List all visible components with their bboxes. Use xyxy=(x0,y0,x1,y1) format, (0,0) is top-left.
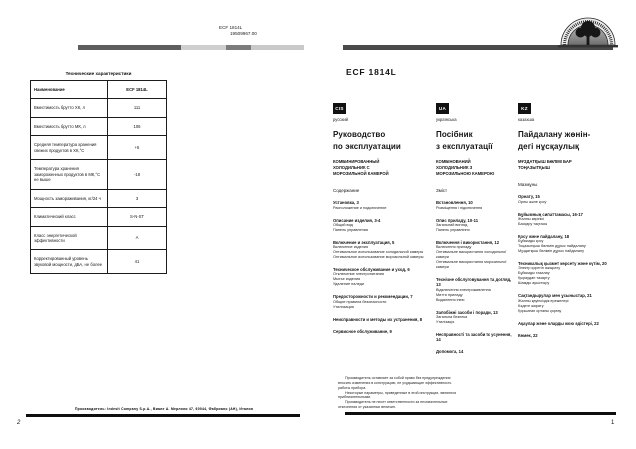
toc-entry-title: Бұйымның сипаттамасы, 16-17 xyxy=(518,211,583,217)
manual-title-line: дегі нұсқаулық xyxy=(518,142,580,152)
spec-label: Средняя температура хранения свежих продуктов в ХК,°С xyxy=(31,136,108,160)
toc-entry-title: Техникалық қызмет көрсету және күтім, 20 xyxy=(518,261,607,267)
toc-entry-title: Техническое обслуживание и уход, 6 xyxy=(333,267,410,273)
toc-entry-sub: Бұйымды тазалау xyxy=(518,271,550,276)
toc-item xyxy=(436,200,512,210)
toc-item xyxy=(518,293,620,313)
toc-entry-sub: Включение изделия xyxy=(333,245,369,250)
toc-entry-sub: Панель управління xyxy=(436,227,470,232)
toc-item xyxy=(518,321,620,326)
language-label: українська xyxy=(436,116,457,122)
toc-entry-title: Неисправности и методы их устранения, 8 xyxy=(333,316,423,322)
toc-entry-sub: Бұйымды қосу xyxy=(518,239,544,244)
toc-item xyxy=(333,329,428,334)
table-of-contents xyxy=(333,200,428,334)
language-columns xyxy=(333,103,626,355)
toc-entry-sub: Кәдеге жарату xyxy=(518,303,544,308)
spec-label: Температура хранения замороженных продуктов в МК,°С не выше xyxy=(31,160,108,189)
footnote-line: Производитель не несет ответственности за незначительные отклонения от указанных величин. xyxy=(338,400,448,410)
bar-segment xyxy=(226,45,251,50)
manual-title-line: по эксплуатации xyxy=(333,142,401,152)
toc-entry-sub: Мытье изделия xyxy=(333,277,361,282)
toc-entry-title: Предосторожности и рекомендации, 7 xyxy=(333,294,413,300)
footer-rule-left xyxy=(26,414,300,417)
table-row xyxy=(31,160,167,189)
bar-segment xyxy=(181,45,226,50)
manual-title xyxy=(518,129,620,155)
toc-entry-title: Ақаулар және оларды жою әдістері, 22 xyxy=(518,320,599,326)
spec-label: Климатический класс xyxy=(31,208,108,226)
toc-entry-sub: Қыраудан тазарту xyxy=(518,276,550,281)
toc-entry-sub: Оптимальне використання холодильної камери xyxy=(436,250,507,260)
toc-entry-title: Көмек, 22 xyxy=(518,332,538,338)
spec-label: Корректированный уровень звуковой мощности, дБА, не более xyxy=(31,250,108,274)
table-of-contents xyxy=(436,200,512,354)
language-column xyxy=(333,103,436,334)
brand-tree-emblem-icon xyxy=(558,5,618,49)
manual-title-line: Руководство xyxy=(333,129,386,139)
toc-item xyxy=(333,218,428,233)
model-heading: ECF 1814L xyxy=(346,67,397,77)
toc-item xyxy=(333,200,428,210)
region-badge: CIS xyxy=(333,103,346,114)
spec-value: -18 xyxy=(108,160,167,189)
toc-entry-title: Встановлення, 10 xyxy=(436,200,473,206)
toc-item xyxy=(518,212,620,227)
toc-entry-sub: Удаление наледи xyxy=(333,282,364,287)
toc-item xyxy=(333,294,428,309)
manual-title xyxy=(436,129,512,155)
footnote-line: Производитель оставляет за собой право без предупреждения вносить изменения в конструкцию, не ухудшающие эффективность работы прибора. xyxy=(338,376,452,390)
table-row xyxy=(31,250,167,274)
toc-item xyxy=(333,267,428,287)
appliance-type: КОМБИНИРОВАННЫЙ ХОЛОДИЛЬНИК С МОРОЗИЛЬНОЙ КАМЕРОЙ xyxy=(333,159,389,177)
table-of-contents xyxy=(518,194,620,338)
manual-title-line: Посібник xyxy=(436,129,473,139)
language-label: казахша xyxy=(518,116,535,122)
table-row xyxy=(31,136,167,160)
spec-table-header-row xyxy=(31,81,167,99)
toc-entry-title: Орнату, 15 xyxy=(518,194,540,200)
document-code-number: 19509967.00 xyxy=(230,30,257,36)
spec-value: +5 xyxy=(108,136,167,160)
document-code xyxy=(219,25,257,37)
toc-entry-title: Описание изделия, 3-4 xyxy=(333,217,381,223)
footnote-line: Некоторые параметры, приведенные в этой инструкции, являются приблизительными. xyxy=(338,390,457,400)
spec-value: 111 xyxy=(108,99,167,117)
spec-table-title: Технические характеристики xyxy=(65,71,132,76)
manual-title-line: Пайдалану жөнін- xyxy=(518,129,591,139)
toc-item xyxy=(436,349,512,354)
toc-entry-title: Включення і використання, 12 xyxy=(436,239,500,245)
table-row xyxy=(31,99,167,117)
spec-table xyxy=(30,80,167,274)
toc-item xyxy=(436,277,512,303)
spec-value: S-N-ST xyxy=(108,208,167,226)
toc-item xyxy=(436,218,512,233)
toc-entry-sub: Қоршаған ортаны қорғау xyxy=(518,308,562,313)
spec-value: A xyxy=(108,226,167,250)
table-row xyxy=(31,208,167,226)
toc-entry-sub: Оптимальное использование морозильной камеры xyxy=(333,255,424,260)
toc-item xyxy=(333,317,428,322)
manual-title-line: з експлуатації xyxy=(436,142,493,152)
toc-entry-sub: Оптимальное использование холодильной камеры xyxy=(333,250,424,255)
page-number-right: 1 xyxy=(611,420,615,426)
toc-item xyxy=(518,234,620,254)
table-row xyxy=(31,117,167,135)
toc-entry-title: Включение и эксплуатация, 5 xyxy=(333,239,395,245)
toc-entry-title: Сақтандырулар мен ұсыныстар, 21 xyxy=(518,293,592,299)
toc-item xyxy=(518,261,620,286)
region-badge: UA xyxy=(436,103,449,114)
toc-entry-sub: Включення приладу xyxy=(436,245,472,250)
spec-label: Класс энергетической эффективности xyxy=(31,226,108,250)
table-row xyxy=(31,189,167,207)
toc-entry-sub: Розміщення і підключення xyxy=(436,205,483,210)
toc-entry-sub: Оптимальне використання морозильної камери xyxy=(436,260,507,270)
toc-entry-sub: Мұздатқыш бөлімін дұрыс пайдалану xyxy=(518,249,584,254)
contents-heading: Зміст xyxy=(436,188,448,194)
region-badge: KZ xyxy=(518,103,531,114)
toc-entry-sub: Электр қорегін ажырату xyxy=(518,266,561,271)
toc-item xyxy=(436,332,512,343)
bar-segment xyxy=(251,45,304,50)
spec-label: Вместимость брутто МК, л xyxy=(31,117,108,135)
page-number-left: 2 xyxy=(17,420,21,426)
spec-label: Вместимость брутто ХК, л xyxy=(31,99,108,117)
toc-entry-sub: Утилізація xyxy=(436,319,455,324)
document-code-model: ECF 1814L xyxy=(219,25,243,30)
toc-item xyxy=(518,194,620,204)
toc-entry-sub: Панель управления xyxy=(333,227,368,232)
toc-item xyxy=(333,240,428,260)
toc-entry-sub: Відключення електроживлення xyxy=(436,287,491,292)
spec-value: 41 xyxy=(108,250,167,274)
toc-entry-title: Допомога, 14 xyxy=(436,349,464,355)
toc-entry-title: Опис приладу, 10-11 xyxy=(436,217,479,223)
toc-entry-sub: Жалпы көрінісі xyxy=(518,216,545,221)
toc-entry-sub: Тоңазытқыш бөлімін дұрыс пайдалану xyxy=(518,244,586,249)
spec-label: Мощность замораживания, кг/24 ч xyxy=(31,189,108,207)
toc-entry-sub: Шамды ауыстыру xyxy=(518,281,550,286)
toc-entry-title: Установка, 3 xyxy=(333,200,359,206)
spec-header-name: Наименование xyxy=(31,81,108,99)
toc-entry-sub: Загальна безпека xyxy=(436,314,468,319)
appliance-type: КОМБІНОВАНИЙ ХОЛОДИЛЬНИК З МОРОЗИЛЬНОЮ КАМЕРОЮ xyxy=(436,159,495,177)
toc-entry-sub: Общие правила безопасности xyxy=(333,299,387,304)
toc-entry-title: Сервисное обслуживание, 9 xyxy=(333,328,392,334)
footer-rule-right xyxy=(345,412,616,415)
footnote xyxy=(338,376,464,410)
toc-entry-sub: Общий вид xyxy=(333,222,353,227)
toc-item xyxy=(518,333,620,338)
spec-table-body xyxy=(31,99,167,274)
toc-entry-title: Запобіжні засоби і поради, 13 xyxy=(436,309,498,315)
imprint-line: Производитель: Indesit Company S.p.A., Виале А. Мерлони 47, 60044, Фабриано (АН), Италия xyxy=(75,407,254,411)
toc-entry-sub: Загальний вигляд xyxy=(436,222,468,227)
divider-bar-left xyxy=(78,45,304,50)
toc-entry-sub: Отключение электропитания xyxy=(333,272,384,277)
toc-entry-sub: Орны және қосу xyxy=(518,199,547,204)
spec-header-model: ECF 1814L xyxy=(108,81,167,99)
spec-value: 3 xyxy=(108,189,167,207)
toc-entry-sub: Басқару тақтасы xyxy=(518,221,548,226)
toc-item xyxy=(436,310,512,325)
appliance-type: МҰЗДАТҚЫШ БӨЛІМІ БАР ТОҢАЗЫТҚЫШ xyxy=(518,159,572,171)
language-label: русский xyxy=(333,116,349,122)
toc-entry-sub: Видалення інею xyxy=(436,297,465,302)
spec-value: 106 xyxy=(108,117,167,135)
contents-heading: Содержание xyxy=(333,188,360,194)
toc-entry-title: Қосу және пайдалану, 18 xyxy=(518,233,570,239)
toc-entry-sub: Миття приладу xyxy=(436,292,463,297)
toc-entry-sub: Расположение и подключение xyxy=(333,205,387,210)
toc-entry-title: Несправності та засоби їх усунення, 14 xyxy=(436,331,512,343)
toc-item xyxy=(436,240,512,270)
manual-title xyxy=(333,129,428,155)
language-column xyxy=(436,103,518,355)
toc-entry-sub: Жалпы қауіпсіздік ережелері xyxy=(518,298,569,303)
toc-entry-sub: Утилизация xyxy=(333,304,354,309)
bar-segment xyxy=(78,45,181,50)
contents-heading: Мазмұны xyxy=(518,182,538,188)
table-row xyxy=(31,226,167,250)
language-column xyxy=(518,103,626,338)
toc-entry-title: Технічне обслуговування та догляд, 13 xyxy=(436,277,512,288)
